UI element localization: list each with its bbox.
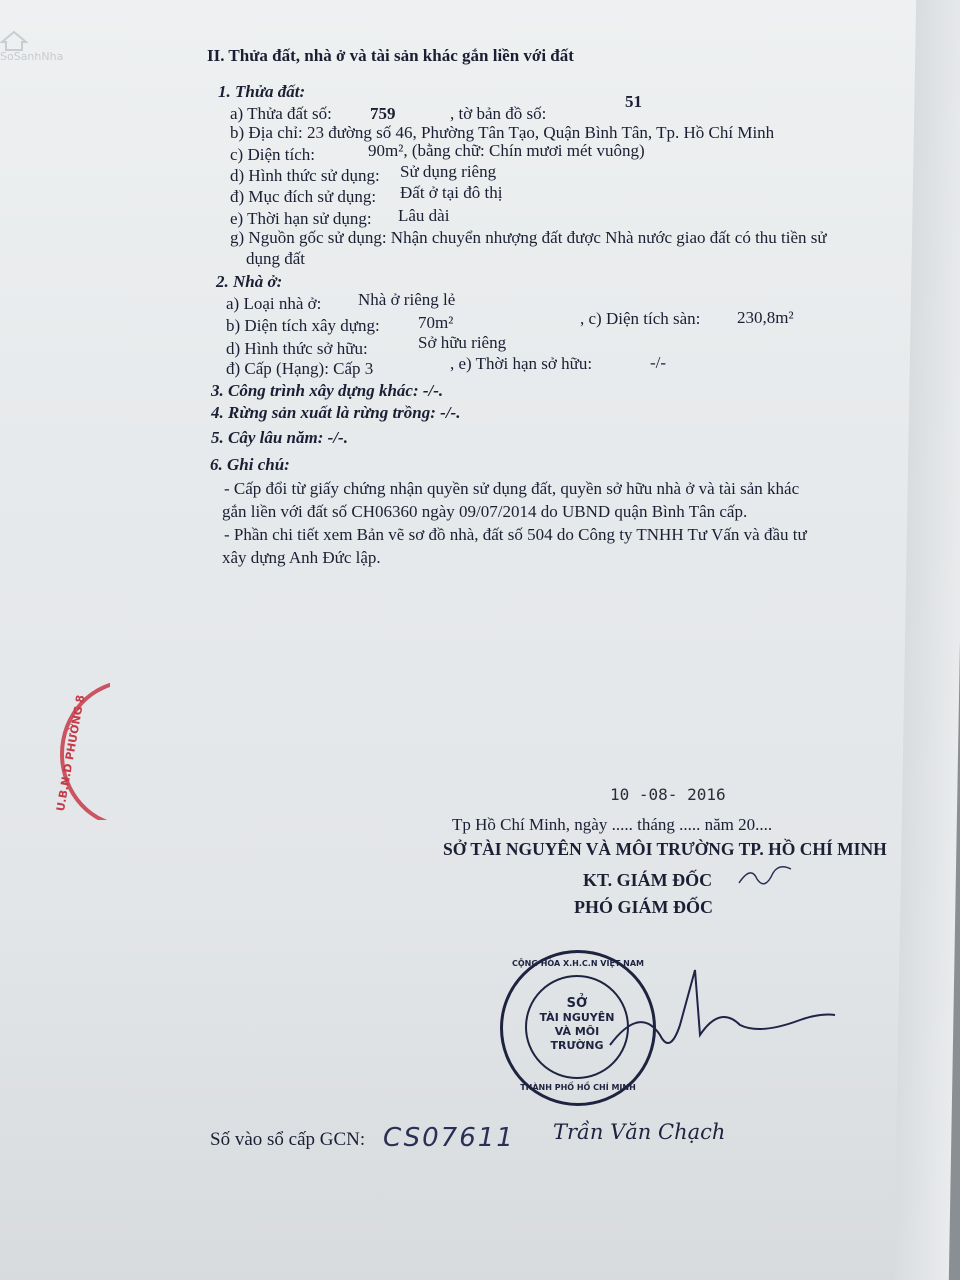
house-ownership-label: d) Hình thức sở hữu:: [226, 339, 368, 358]
house-term-value: -/-: [650, 353, 667, 372]
notes-line1: - Cấp đổi từ giấy chứng nhận quyền sử dụng đất, quyền sở hữu nhà ở và tài sản khác: [224, 479, 800, 498]
land-use-form-value: Sử dụng riêng: [400, 162, 497, 181]
place-date: Tp Hồ Chí Minh, ngày ..... tháng ..... năm 20....: [452, 815, 773, 834]
house-type-label: a) Loại nhà ở:: [226, 294, 322, 313]
watermark-logo-icon: [0, 30, 28, 52]
seal-line-1: SỞ: [566, 996, 588, 1011]
seal-line-2: TÀI NGUYÊN: [539, 1011, 615, 1024]
land-map-label: , tờ bản đồ số:: [450, 104, 547, 123]
house-build-area-label: b) Diện tích xây dựng:: [226, 316, 380, 335]
land-parcel-value: 759: [370, 104, 396, 123]
seal-top-text: CỘNG HÒA X.H.C.N VIỆT NAM: [511, 959, 645, 968]
ward-stamp-text: U.B.N.D PHƯỜNG 8: [54, 693, 88, 813]
land-address: b) Địa chỉ: 23 đường số 46, Phường Tân Tạo, Quận Bình Tân, Tp. Hồ Chí Minh: [230, 123, 775, 142]
section-title: II. Thửa đất, nhà ở và tài sản khác gắn liền với đất: [207, 46, 574, 65]
land-term-label: e) Thời hạn sử dụng:: [230, 209, 372, 228]
seal-line-3: VÀ MÔI TRƯỜNG: [550, 1025, 604, 1052]
notes-heading: 6. Ghi chú:: [210, 455, 290, 474]
house-heading: 2. Nhà ở:: [216, 272, 283, 291]
date-stamp: 10 -08- 2016: [610, 785, 726, 804]
land-purpose-label: đ) Mục đích sử dụng:: [230, 187, 377, 206]
house-grade: đ) Cấp (Hạng): Cấp 3: [226, 359, 374, 378]
registry-value: CS07611: [383, 1123, 515, 1153]
house-floor-area-value: 230,8m²: [737, 308, 794, 327]
notes-line4: xây dựng Anh Đức lập.: [222, 548, 381, 567]
land-purpose-value: Đất ở tại đô thị: [400, 183, 503, 202]
land-use-form-label: d) Hình thức sử dụng:: [230, 166, 380, 185]
house-floor-area-label: , c) Diện tích sàn:: [580, 309, 701, 328]
land-origin-line2: dụng đất: [246, 249, 306, 268]
land-parcel-label: a) Thửa đất số:: [230, 104, 332, 123]
signer-title-1: KT. GIÁM ĐỐC: [583, 870, 713, 890]
notes-line3: - Phần chi tiết xem Bản vẽ sơ đồ nhà, đất số 504 do Công ty TNHH Tư Vấn và đầu tư: [224, 525, 807, 544]
land-area-label: c) Diện tích:: [230, 145, 315, 164]
land-map-value: 51: [625, 92, 642, 111]
planted-forest: 4. Rừng sản xuất là rừng trồng: -/-.: [211, 403, 461, 422]
ward-stamp: [40, 680, 110, 820]
initial-mark-icon: [735, 855, 795, 895]
land-heading: 1. Thửa đất:: [218, 82, 306, 101]
house-build-area-value: 70m²: [418, 313, 454, 332]
house-type-value: Nhà ở riêng lẻ: [358, 290, 456, 309]
signature-scribble-icon: [600, 965, 840, 1075]
registry-label: Số vào sổ cấp GCN:: [210, 1129, 366, 1150]
perennial-trees: 5. Cây lâu năm: -/-.: [211, 428, 348, 447]
land-origin-line1: g) Nguồn gốc sử dụng: Nhận chuyển nhượng đất được Nhà nước giao đất có thu tiền sử: [230, 228, 827, 247]
land-term-value: Lâu dài: [398, 206, 450, 225]
house-term-label: , e) Thời hạn sở hữu:: [450, 354, 593, 373]
house-ownership-value: Sở hữu riêng: [418, 333, 507, 352]
signer-name: Trần Văn Chạch: [553, 1120, 726, 1144]
seal-bottom-text: THÀNH PHỐ HỒ CHÍ MINH: [520, 1083, 636, 1092]
land-area-value: 90m², (bằng chữ: Chín mươi mét vuông): [368, 141, 645, 160]
other-works: 3. Công trình xây dựng khác: -/-.: [211, 381, 444, 400]
signer-title-2: PHÓ GIÁM ĐỐC: [574, 897, 713, 917]
notes-line2: gắn liền với đất số CH06360 ngày 09/07/2014 do UBND quận Bình Tân cấp.: [222, 502, 748, 521]
issuing-authority: SỞ TÀI NGUYÊN VÀ MÔI TRƯỜNG TP. HỒ CHÍ MINH: [443, 839, 887, 859]
watermark-text: SoSanhNha: [0, 50, 64, 63]
